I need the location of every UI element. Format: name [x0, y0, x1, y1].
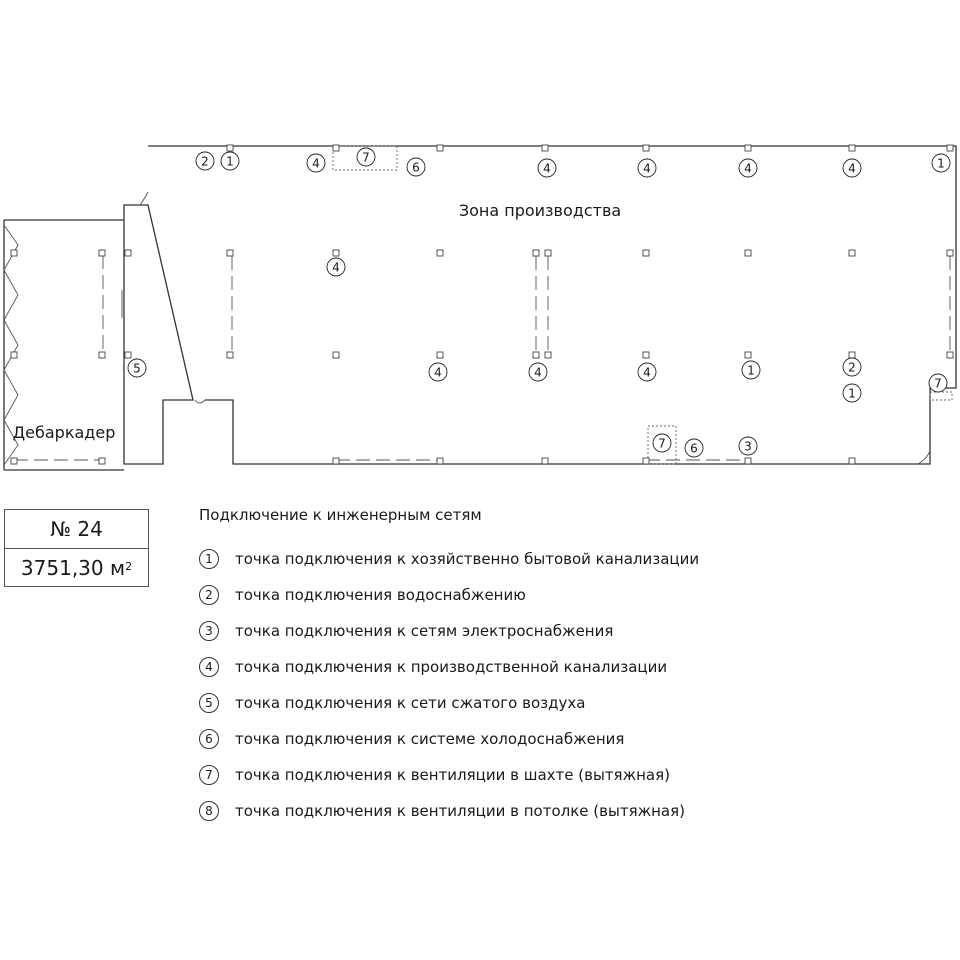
connection-marker-icon: [538, 159, 556, 177]
connection-marker-label: 4: [543, 161, 551, 176]
legend-text: точка подключения к вентиляции в потолке (вытяжная): [235, 802, 685, 820]
connection-marker-icon: [739, 159, 757, 177]
connection-marker-icon: [429, 363, 447, 381]
connection-marker-icon: [932, 154, 950, 172]
legend-item: [199, 613, 939, 649]
connection-marker-label: 3: [744, 439, 752, 454]
connection-markers: [128, 148, 950, 457]
connection-marker-icon: [843, 159, 861, 177]
connection-marker-icon: [357, 148, 375, 166]
legend-item: [199, 577, 939, 613]
legend-text: точка подключения водоснабжению: [235, 586, 526, 604]
connection-marker-label: 1: [937, 156, 945, 171]
building-outline: [124, 146, 956, 464]
column: [643, 458, 649, 464]
legend-number-icon: 2: [199, 585, 219, 605]
column: [227, 352, 233, 358]
connection-marker-label: 4: [643, 161, 651, 176]
legend-item: [199, 793, 939, 829]
legend-number-icon: 8: [199, 801, 219, 821]
column: [533, 250, 539, 256]
legend-number-icon: 7: [199, 765, 219, 785]
unit-number: № 24: [50, 517, 103, 541]
legend-item: [199, 685, 939, 721]
connection-marker-label: 1: [848, 386, 856, 401]
column: [125, 352, 131, 358]
door-notch: [140, 192, 930, 464]
column: [745, 352, 751, 358]
connection-marker-label: 4: [434, 365, 442, 380]
legend-item: [199, 757, 939, 793]
column: [533, 352, 539, 358]
column: [11, 250, 17, 256]
connection-marker-icon: [685, 439, 703, 457]
legend-text: точка подключения к системе холодоснабжения: [235, 730, 625, 748]
column: [11, 352, 17, 358]
connection-marker-label: 1: [226, 154, 234, 169]
connection-marker-icon: [739, 437, 757, 455]
column: [542, 145, 548, 151]
legend: [199, 505, 939, 829]
connection-marker-icon: [638, 363, 656, 381]
connection-marker-label: 6: [690, 441, 698, 456]
column: [947, 145, 953, 151]
legend-item: [199, 721, 939, 757]
connection-marker-icon: [742, 361, 760, 379]
column: [333, 145, 339, 151]
column: [542, 458, 548, 464]
connection-marker-icon: [196, 152, 214, 170]
column: [545, 352, 551, 358]
column: [333, 458, 339, 464]
column: [947, 352, 953, 358]
column: [643, 145, 649, 151]
column: [333, 352, 339, 358]
connection-marker-label: 7: [362, 150, 370, 165]
connection-marker-icon: [407, 158, 425, 176]
column: [437, 352, 443, 358]
legend-item: [199, 649, 939, 685]
connection-marker-icon: [221, 152, 239, 170]
connection-marker-label: 4: [332, 260, 340, 275]
column: [545, 250, 551, 256]
zone-label: Зона производства: [458, 201, 622, 220]
connection-marker-icon: [638, 159, 656, 177]
column: [947, 250, 953, 256]
legend-text: точка подключения к хозяйственно бытовой канализации: [235, 550, 700, 568]
connection-marker-label: 4: [744, 161, 752, 176]
connection-marker-icon: [327, 258, 345, 276]
column: [11, 458, 17, 464]
unit-area-value: 3751,30 м: [20, 556, 126, 580]
connection-marker-label: 4: [848, 161, 856, 176]
connection-marker-icon: [653, 434, 671, 452]
column: [227, 145, 233, 151]
unit-area: [5, 548, 148, 587]
connection-marker-label: 6: [412, 160, 420, 175]
connection-marker-label: 7: [934, 376, 942, 391]
connection-marker-label: 4: [534, 365, 542, 380]
column: [849, 145, 855, 151]
column: [99, 458, 105, 464]
column: [99, 250, 105, 256]
shaft-outline: [930, 392, 952, 400]
column: [643, 352, 649, 358]
column: [333, 250, 339, 256]
dock-label: Дебаркадер: [12, 423, 116, 442]
column: [437, 250, 443, 256]
connection-marker-icon: [529, 363, 547, 381]
legend-number-icon: 6: [199, 729, 219, 749]
legend-number-icon: 3: [199, 621, 219, 641]
column: [125, 250, 131, 256]
unit-info-box: [4, 509, 149, 587]
legend-text: точка подключения к сетям электроснабжения: [235, 622, 614, 640]
connection-marker-label: 4: [312, 156, 320, 171]
connection-marker-icon: [843, 384, 861, 402]
column: [99, 352, 105, 358]
legend-title: Подключение к инженерным сетям: [199, 506, 482, 524]
column: [849, 250, 855, 256]
legend-number-icon: 4: [199, 657, 219, 677]
column: [745, 458, 751, 464]
legend-text: точка подключения к сети сжатого воздуха: [235, 694, 586, 712]
connection-marker-label: 2: [201, 154, 209, 169]
connection-marker-label: 7: [658, 436, 666, 451]
column: [849, 458, 855, 464]
legend-number-icon: 5: [199, 693, 219, 713]
legend-number-icon: 1: [199, 549, 219, 569]
connection-marker-icon: [128, 359, 146, 377]
connection-marker-icon: [843, 358, 861, 376]
column: [437, 458, 443, 464]
unit-area-sup: 2: [125, 559, 133, 573]
columns: [11, 145, 953, 464]
connection-marker-icon: [307, 154, 325, 172]
legend-item: [199, 541, 939, 577]
connection-marker-label: 5: [133, 361, 141, 376]
connection-marker-label: 4: [643, 365, 651, 380]
column: [849, 352, 855, 358]
column: [745, 145, 751, 151]
legend-text: точка подключения к вентиляции в шахте (вытяжная): [235, 766, 670, 784]
column: [745, 250, 751, 256]
connection-marker-icon: [929, 374, 947, 392]
column: [643, 250, 649, 256]
connection-marker-label: 1: [747, 363, 755, 378]
legend-text: точка подключения к производственной канализации: [235, 658, 668, 676]
connection-marker-label: 2: [848, 360, 856, 375]
column: [437, 145, 443, 151]
column: [227, 250, 233, 256]
